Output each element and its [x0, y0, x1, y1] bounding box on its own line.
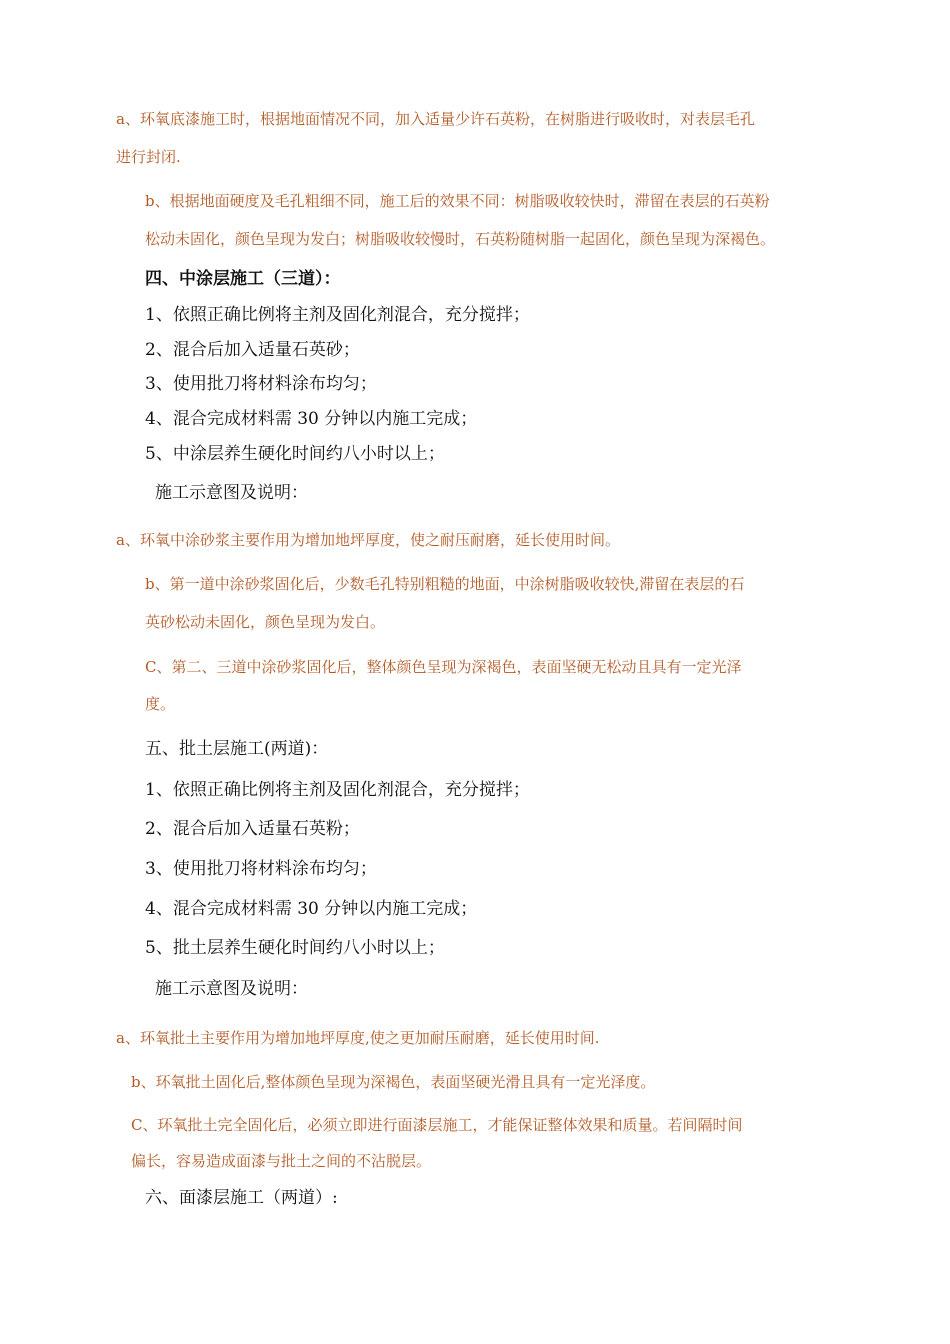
putty-note-c-line1: C、环氧批土完全固化后，必须立即进行面漆层施工，才能保证整体效果和质量。若间隔时间	[131, 1116, 743, 1134]
middle-coat-diagram-caption: 施工示意图及说明：	[155, 483, 308, 503]
putty-step-2: 2、混合后加入适量石英粉；	[145, 819, 360, 839]
section-heading-middle-coat: 四、中涂层施工（三道）：	[145, 269, 341, 289]
middle-coat-step-3: 3、使用批刀将材料涂布均匀；	[145, 374, 377, 394]
primer-note-a-line2: 进行封闭.	[116, 148, 181, 166]
section-heading-putty-layer: 五、批土层施工(两道)：	[145, 739, 329, 759]
middle-coat-note-c-line2: 度。	[145, 695, 176, 713]
putty-diagram-caption: 施工示意图及说明：	[155, 979, 308, 999]
primer-note-b-line1: b、根据地面硬度及毛孔粗细不同，施工后的效果不同：树脂吸收较快时，滞留在表层的石英粉	[145, 192, 770, 210]
middle-coat-note-b-line1: b、第一道中涂砂浆固化后，少数毛孔特别粗糙的地面，中涂树脂吸收较快,滞留在表层的石	[145, 575, 745, 593]
putty-step-1: 1、依照正确比例将主剂及固化剂混合，充分搅拌；	[145, 780, 530, 800]
putty-note-b: b、环氧批土固化后,整体颜色呈现为深褐色，表面坚硬光滑且具有一定光泽度。	[131, 1073, 656, 1091]
middle-coat-step-5: 5、中涂层养生硬化时间约八小时以上；	[145, 444, 445, 464]
middle-coat-note-b-line2: 英砂松动未固化，颜色呈现为发白。	[145, 613, 386, 631]
putty-step-5: 5、批土层养生硬化时间约八小时以上；	[145, 938, 445, 958]
middle-coat-note-a: a、环氧中涂砂浆主要作用为增加地坪厚度，使之耐压耐磨，延长使用时间。	[116, 531, 620, 549]
middle-coat-step-4: 4、混合完成材料需 30 分钟以内施工完成；	[145, 409, 478, 429]
primer-note-b-line2: 松动未固化，颜色呈现为发白；树脂吸收较慢时，石英粉随树脂一起固化，颜色呈现为深褐色。	[145, 230, 776, 248]
putty-note-c-line2: 偏长，容易造成面漆与批土之间的不沾脱层。	[131, 1152, 432, 1170]
middle-coat-step-2: 2、混合后加入适量石英砂；	[145, 340, 360, 360]
putty-step-4: 4、混合完成材料需 30 分钟以内施工完成；	[145, 899, 478, 919]
primer-note-a-line1: a、环氧底漆施工时，根据地面情况不同，加入适量少许石英粉，在树脂进行吸收时，对表层毛孔	[116, 110, 755, 128]
putty-note-a: a、环氧批土主要作用为增加地坪厚度,使之更加耐压耐磨，延长使用时间.	[116, 1029, 600, 1047]
section-heading-topcoat: 六、面漆层施工（两道）:	[145, 1188, 338, 1208]
middle-coat-step-1: 1、依照正确比例将主剂及固化剂混合，充分搅拌；	[145, 305, 530, 325]
middle-coat-note-c-line1: C、第二、三道中涂砂浆固化后，整体颜色呈现为深褐色，表面坚硬无松动且具有一定光泽	[145, 658, 742, 676]
putty-step-3: 3、使用批刀将材料涂布均匀；	[145, 859, 377, 879]
